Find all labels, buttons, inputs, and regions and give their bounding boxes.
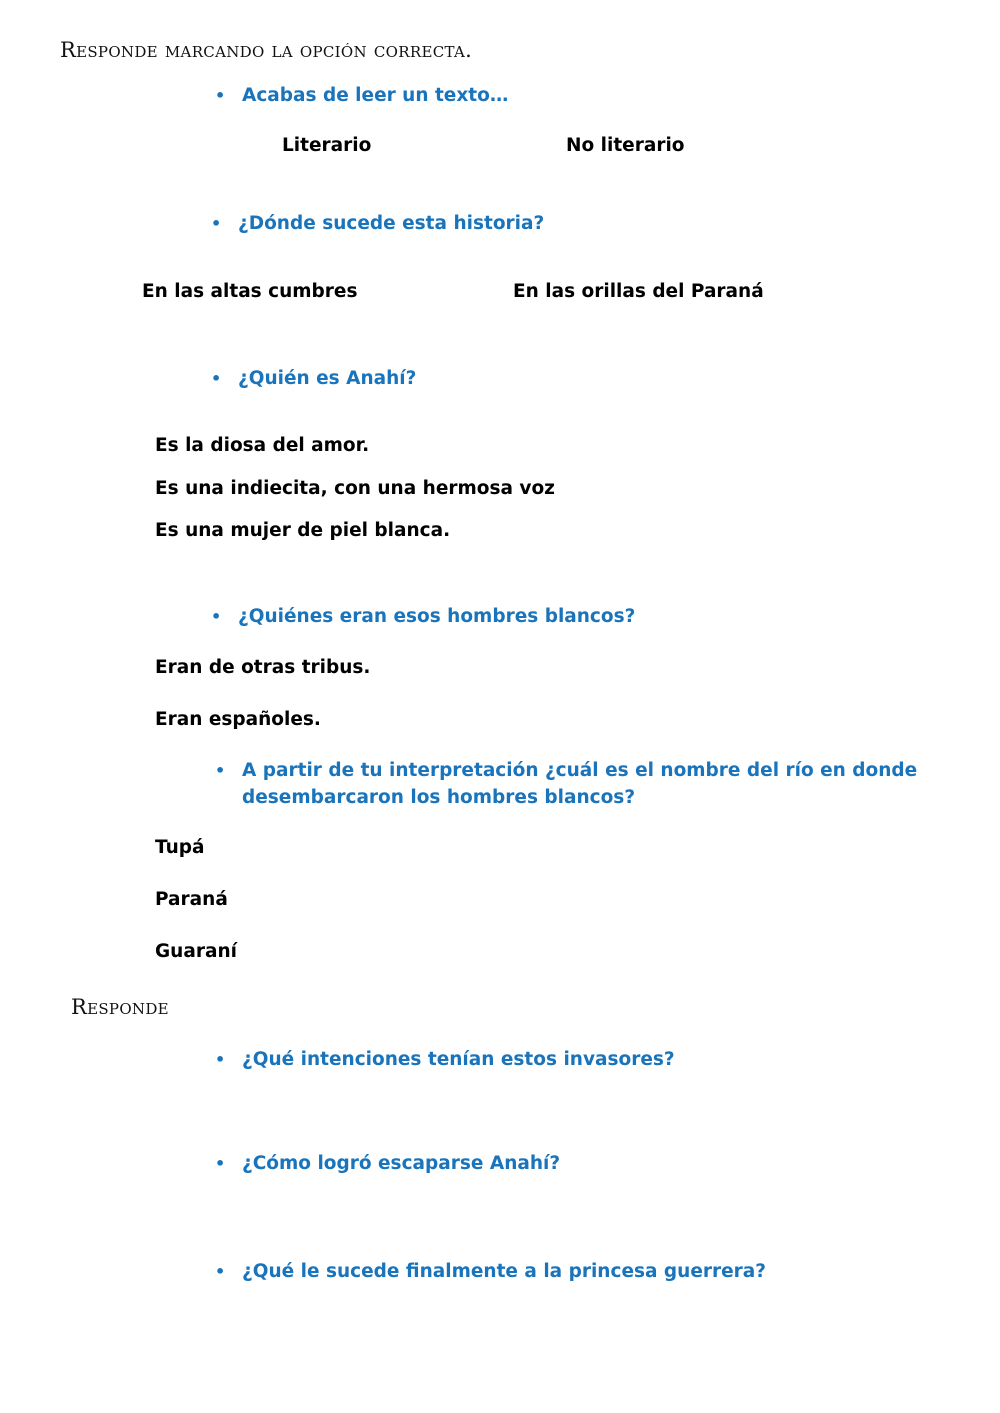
bullet-icon: • (215, 1262, 226, 1281)
section-heading-responde: Responde (71, 995, 169, 1019)
q1-option-2[interactable]: No literario (566, 135, 685, 156)
q1-option-1[interactable]: Literario (282, 135, 372, 156)
bullet-icon: • (211, 214, 222, 233)
question-3 (211, 365, 417, 392)
q2-option-1[interactable]: En las altas cumbres (142, 281, 358, 302)
q5-option-3[interactable]: Guaraní (155, 941, 237, 962)
question-5 (215, 757, 918, 811)
question-7-text: ¿Cómo logró escaparse Anahí? (242, 1153, 561, 1174)
q5-option-2[interactable]: Paraná (155, 889, 228, 910)
question-2-text: ¿Dónde sucede esta historia? (238, 213, 545, 234)
bullet-icon: • (211, 607, 222, 626)
q4-option-2[interactable]: Eran españoles. (155, 709, 321, 730)
bullet-icon: • (215, 1154, 226, 1173)
q3-option-3[interactable]: Es una mujer de piel blanca. (155, 520, 451, 541)
bullet-icon: • (215, 86, 226, 105)
question-8 (215, 1258, 767, 1285)
bullet-icon: • (215, 1050, 226, 1069)
bullet-icon: • (215, 761, 226, 780)
question-8-text: ¿Qué le sucede finalmente a la princesa guerrera? (242, 1261, 767, 1282)
question-1-text: Acabas de leer un texto… (242, 85, 509, 106)
q3-option-1[interactable]: Es la diosa del amor. (155, 435, 370, 456)
bullet-icon: • (211, 369, 222, 388)
q3-option-2[interactable]: Es una indiecita, con una hermosa voz (155, 478, 555, 499)
question-6 (215, 1046, 675, 1073)
question-5-line-2: desembarcaron los hombres blancos? (242, 787, 636, 808)
question-4-text: ¿Quiénes eran esos hombres blancos? (238, 606, 636, 627)
q2-option-2[interactable]: En las orillas del Paraná (513, 281, 764, 302)
question-2 (211, 210, 545, 237)
question-7 (215, 1150, 561, 1177)
question-1 (215, 82, 509, 109)
question-5-line-1: A partir de tu interpretación ¿cuál es el nombre del río en donde (242, 760, 918, 781)
question-4 (211, 603, 636, 630)
q5-option-1[interactable]: Tupá (155, 837, 205, 858)
question-6-text: ¿Qué intenciones tenían estos invasores? (242, 1049, 675, 1070)
question-3-text: ¿Quién es Anahí? (238, 368, 417, 389)
q4-option-1[interactable]: Eran de otras tribus. (155, 657, 371, 678)
section-heading-marcar: Responde marcando la opción correcta. (60, 38, 473, 62)
